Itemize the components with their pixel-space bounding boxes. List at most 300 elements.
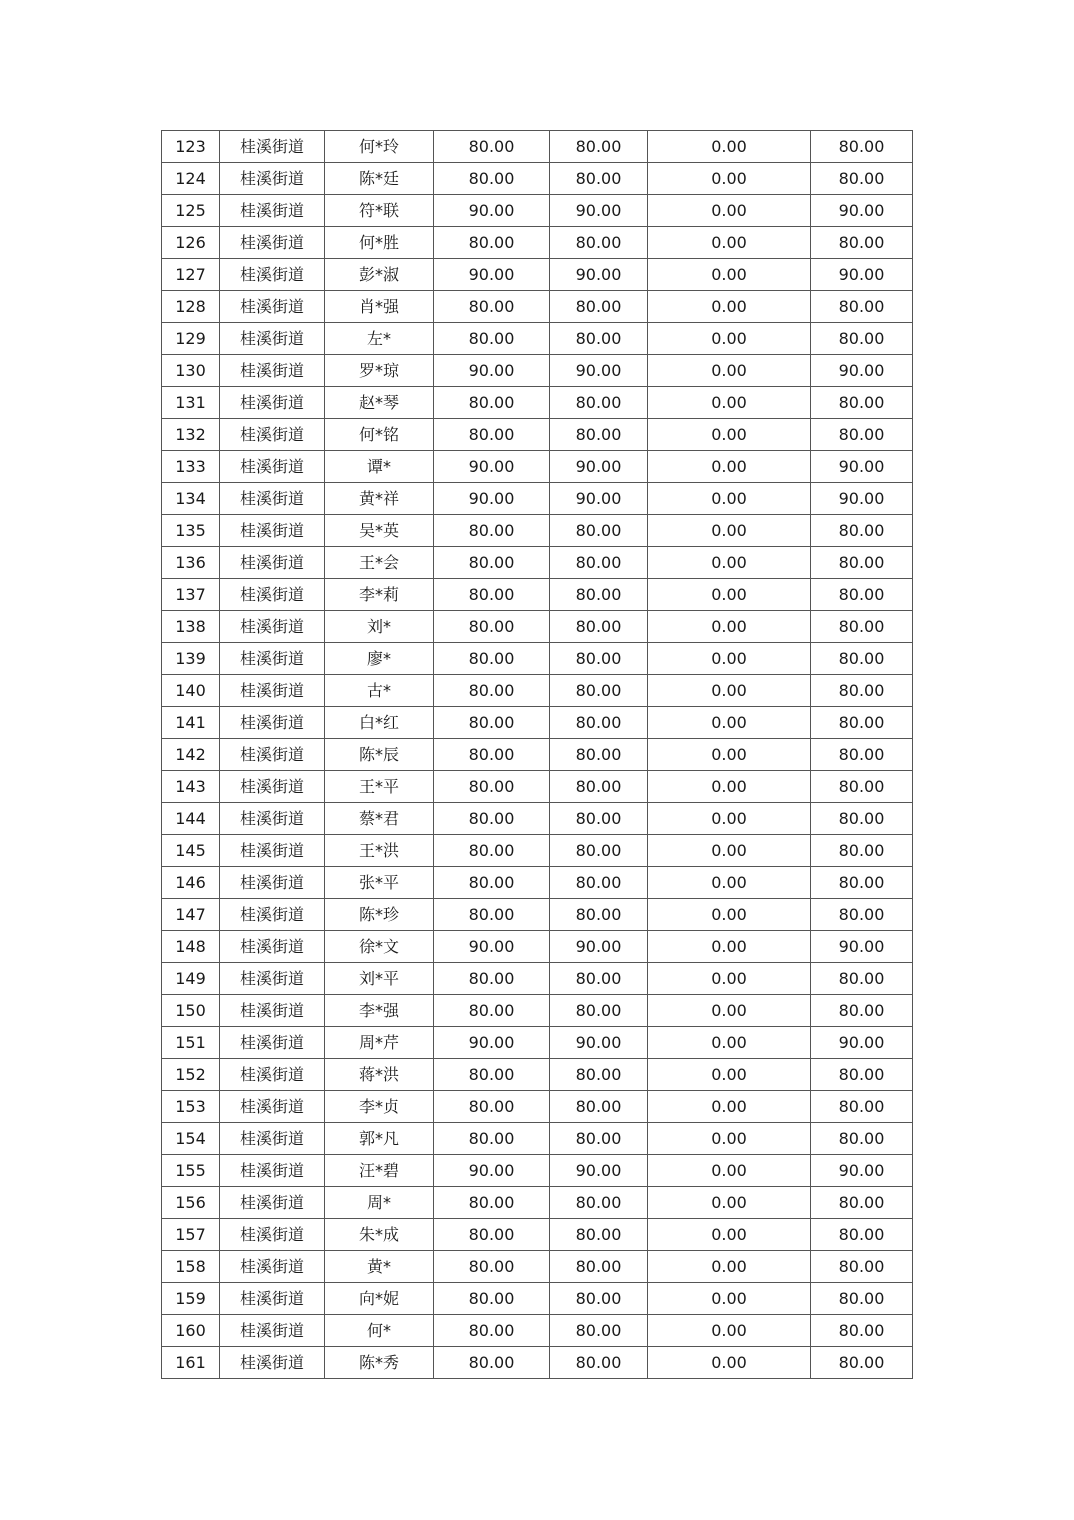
cell-number: 126 — [162, 227, 220, 259]
cell-number: 161 — [162, 1347, 220, 1379]
cell-amount-2: 80.00 — [550, 291, 648, 323]
cell-amount-2: 80.00 — [550, 1219, 648, 1251]
cell-name: 古* — [325, 675, 434, 707]
cell-street: 桂溪街道 — [220, 1059, 325, 1091]
table-row — [162, 1251, 913, 1283]
cell-amount-4: 80.00 — [811, 899, 913, 931]
cell-amount-1: 80.00 — [434, 579, 550, 611]
cell-amount-1: 90.00 — [434, 483, 550, 515]
cell-name: 刘* — [325, 611, 434, 643]
cell-amount-1: 90.00 — [434, 195, 550, 227]
cell-name: 左* — [325, 323, 434, 355]
cell-amount-1: 80.00 — [434, 1187, 550, 1219]
cell-amount-3: 0.00 — [648, 707, 811, 739]
cell-amount-4: 80.00 — [811, 771, 913, 803]
cell-number: 131 — [162, 387, 220, 419]
table-row — [162, 995, 913, 1027]
cell-street: 桂溪街道 — [220, 451, 325, 483]
cell-amount-4: 80.00 — [811, 995, 913, 1027]
cell-amount-2: 80.00 — [550, 739, 648, 771]
cell-amount-2: 80.00 — [550, 771, 648, 803]
cell-number: 127 — [162, 259, 220, 291]
cell-amount-1: 80.00 — [434, 227, 550, 259]
cell-street: 桂溪街道 — [220, 1091, 325, 1123]
cell-amount-3: 0.00 — [648, 835, 811, 867]
cell-amount-2: 80.00 — [550, 1283, 648, 1315]
cell-amount-2: 90.00 — [550, 1027, 648, 1059]
cell-number: 130 — [162, 355, 220, 387]
cell-name: 郭*凡 — [325, 1123, 434, 1155]
table-row — [162, 1347, 913, 1379]
cell-amount-1: 90.00 — [434, 259, 550, 291]
cell-amount-4: 80.00 — [811, 227, 913, 259]
cell-street: 桂溪街道 — [220, 931, 325, 963]
cell-name: 赵*琴 — [325, 387, 434, 419]
cell-amount-1: 90.00 — [434, 355, 550, 387]
cell-name: 刘*平 — [325, 963, 434, 995]
table-row — [162, 259, 913, 291]
cell-amount-3: 0.00 — [648, 1027, 811, 1059]
cell-amount-3: 0.00 — [648, 1251, 811, 1283]
cell-name: 肖*强 — [325, 291, 434, 323]
cell-amount-1: 80.00 — [434, 547, 550, 579]
cell-amount-3: 0.00 — [648, 963, 811, 995]
cell-amount-4: 90.00 — [811, 259, 913, 291]
cell-amount-3: 0.00 — [648, 611, 811, 643]
cell-amount-1: 80.00 — [434, 323, 550, 355]
cell-amount-4: 80.00 — [811, 515, 913, 547]
cell-number: 137 — [162, 579, 220, 611]
table-row — [162, 483, 913, 515]
cell-amount-2: 90.00 — [550, 355, 648, 387]
cell-street: 桂溪街道 — [220, 483, 325, 515]
cell-amount-3: 0.00 — [648, 1091, 811, 1123]
cell-amount-4: 80.00 — [811, 803, 913, 835]
cell-amount-1: 80.00 — [434, 963, 550, 995]
cell-amount-2: 80.00 — [550, 611, 648, 643]
cell-amount-2: 90.00 — [550, 931, 648, 963]
cell-amount-2: 80.00 — [550, 387, 648, 419]
cell-amount-1: 80.00 — [434, 707, 550, 739]
cell-number: 132 — [162, 419, 220, 451]
cell-amount-2: 80.00 — [550, 1123, 648, 1155]
cell-amount-3: 0.00 — [648, 483, 811, 515]
cell-amount-4: 80.00 — [811, 835, 913, 867]
cell-amount-1: 80.00 — [434, 1347, 550, 1379]
cell-number: 141 — [162, 707, 220, 739]
cell-street: 桂溪街道 — [220, 1155, 325, 1187]
cell-amount-1: 80.00 — [434, 835, 550, 867]
table-row — [162, 355, 913, 387]
cell-number: 152 — [162, 1059, 220, 1091]
cell-street: 桂溪街道 — [220, 1347, 325, 1379]
cell-street: 桂溪街道 — [220, 1187, 325, 1219]
cell-amount-3: 0.00 — [648, 131, 811, 163]
cell-amount-1: 80.00 — [434, 291, 550, 323]
cell-amount-4: 80.00 — [811, 1219, 913, 1251]
cell-name: 李*贞 — [325, 1091, 434, 1123]
table-row — [162, 451, 913, 483]
cell-street: 桂溪街道 — [220, 675, 325, 707]
cell-number: 149 — [162, 963, 220, 995]
cell-amount-1: 80.00 — [434, 1251, 550, 1283]
cell-number: 156 — [162, 1187, 220, 1219]
cell-name: 何* — [325, 1315, 434, 1347]
cell-number: 143 — [162, 771, 220, 803]
cell-name: 李*强 — [325, 995, 434, 1027]
cell-amount-2: 80.00 — [550, 1347, 648, 1379]
cell-number: 153 — [162, 1091, 220, 1123]
cell-number: 150 — [162, 995, 220, 1027]
cell-amount-2: 90.00 — [550, 483, 648, 515]
cell-amount-3: 0.00 — [648, 163, 811, 195]
cell-amount-2: 80.00 — [550, 675, 648, 707]
cell-amount-1: 80.00 — [434, 1123, 550, 1155]
cell-amount-2: 80.00 — [550, 867, 648, 899]
cell-street: 桂溪街道 — [220, 739, 325, 771]
cell-amount-4: 80.00 — [811, 1347, 913, 1379]
cell-number: 135 — [162, 515, 220, 547]
table-row — [162, 579, 913, 611]
cell-amount-4: 80.00 — [811, 675, 913, 707]
cell-amount-2: 80.00 — [550, 547, 648, 579]
cell-number: 142 — [162, 739, 220, 771]
cell-amount-4: 80.00 — [811, 1059, 913, 1091]
cell-street: 桂溪街道 — [220, 771, 325, 803]
table-row — [162, 323, 913, 355]
cell-amount-4: 80.00 — [811, 1187, 913, 1219]
cell-amount-3: 0.00 — [648, 419, 811, 451]
table-row — [162, 387, 913, 419]
cell-name: 蒋*洪 — [325, 1059, 434, 1091]
cell-amount-4: 80.00 — [811, 611, 913, 643]
cell-amount-4: 90.00 — [811, 1155, 913, 1187]
table-row — [162, 1187, 913, 1219]
table-row — [162, 835, 913, 867]
cell-name: 罗*琼 — [325, 355, 434, 387]
cell-name: 蔡*君 — [325, 803, 434, 835]
cell-amount-2: 80.00 — [550, 1251, 648, 1283]
cell-amount-3: 0.00 — [648, 291, 811, 323]
cell-amount-3: 0.00 — [648, 1155, 811, 1187]
cell-number: 138 — [162, 611, 220, 643]
cell-amount-3: 0.00 — [648, 1219, 811, 1251]
cell-amount-4: 80.00 — [811, 163, 913, 195]
cell-number: 158 — [162, 1251, 220, 1283]
cell-street: 桂溪街道 — [220, 867, 325, 899]
cell-amount-1: 80.00 — [434, 163, 550, 195]
cell-amount-3: 0.00 — [648, 739, 811, 771]
table-row — [162, 1059, 913, 1091]
cell-name: 汪*碧 — [325, 1155, 434, 1187]
cell-name: 谭* — [325, 451, 434, 483]
cell-amount-2: 80.00 — [550, 899, 648, 931]
cell-amount-3: 0.00 — [648, 515, 811, 547]
cell-amount-3: 0.00 — [648, 1187, 811, 1219]
table-row — [162, 1219, 913, 1251]
cell-amount-2: 80.00 — [550, 163, 648, 195]
table-row — [162, 515, 913, 547]
cell-amount-1: 80.00 — [434, 611, 550, 643]
cell-amount-4: 80.00 — [811, 867, 913, 899]
table-row — [162, 675, 913, 707]
cell-number: 129 — [162, 323, 220, 355]
cell-name: 陈*秀 — [325, 1347, 434, 1379]
cell-amount-2: 80.00 — [550, 1187, 648, 1219]
cell-name: 王*平 — [325, 771, 434, 803]
cell-amount-4: 80.00 — [811, 1315, 913, 1347]
cell-amount-2: 80.00 — [550, 643, 648, 675]
cell-amount-2: 80.00 — [550, 1059, 648, 1091]
cell-amount-3: 0.00 — [648, 1315, 811, 1347]
cell-street: 桂溪街道 — [220, 131, 325, 163]
cell-name: 王*洪 — [325, 835, 434, 867]
cell-amount-4: 80.00 — [811, 291, 913, 323]
cell-name: 张*平 — [325, 867, 434, 899]
cell-street: 桂溪街道 — [220, 547, 325, 579]
cell-amount-2: 80.00 — [550, 803, 648, 835]
cell-name: 朱*成 — [325, 1219, 434, 1251]
cell-amount-3: 0.00 — [648, 355, 811, 387]
cell-amount-3: 0.00 — [648, 1123, 811, 1155]
cell-amount-1: 80.00 — [434, 419, 550, 451]
cell-number: 144 — [162, 803, 220, 835]
cell-number: 124 — [162, 163, 220, 195]
cell-name: 何*玲 — [325, 131, 434, 163]
cell-street: 桂溪街道 — [220, 803, 325, 835]
cell-number: 139 — [162, 643, 220, 675]
cell-amount-1: 80.00 — [434, 899, 550, 931]
cell-name: 黄*祥 — [325, 483, 434, 515]
cell-number: 133 — [162, 451, 220, 483]
cell-amount-1: 80.00 — [434, 1091, 550, 1123]
cell-name: 吴*英 — [325, 515, 434, 547]
cell-number: 148 — [162, 931, 220, 963]
cell-amount-4: 80.00 — [811, 387, 913, 419]
table-row — [162, 131, 913, 163]
cell-street: 桂溪街道 — [220, 1315, 325, 1347]
cell-amount-2: 80.00 — [550, 1315, 648, 1347]
cell-amount-4: 80.00 — [811, 419, 913, 451]
cell-amount-4: 80.00 — [811, 1251, 913, 1283]
table-row — [162, 771, 913, 803]
cell-name: 彭*淑 — [325, 259, 434, 291]
cell-amount-3: 0.00 — [648, 675, 811, 707]
cell-amount-2: 90.00 — [550, 1155, 648, 1187]
cell-amount-2: 80.00 — [550, 227, 648, 259]
cell-amount-3: 0.00 — [648, 1059, 811, 1091]
cell-amount-3: 0.00 — [648, 867, 811, 899]
cell-street: 桂溪街道 — [220, 291, 325, 323]
cell-street: 桂溪街道 — [220, 323, 325, 355]
cell-number: 147 — [162, 899, 220, 931]
cell-street: 桂溪街道 — [220, 963, 325, 995]
cell-street: 桂溪街道 — [220, 611, 325, 643]
cell-street: 桂溪街道 — [220, 835, 325, 867]
cell-amount-3: 0.00 — [648, 195, 811, 227]
cell-number: 157 — [162, 1219, 220, 1251]
cell-amount-1: 90.00 — [434, 1027, 550, 1059]
cell-number: 145 — [162, 835, 220, 867]
cell-amount-3: 0.00 — [648, 547, 811, 579]
cell-amount-2: 80.00 — [550, 419, 648, 451]
table-row — [162, 803, 913, 835]
table-body — [162, 131, 913, 1379]
cell-amount-3: 0.00 — [648, 899, 811, 931]
cell-name: 陈*辰 — [325, 739, 434, 771]
cell-street: 桂溪街道 — [220, 195, 325, 227]
cell-name: 陈*珍 — [325, 899, 434, 931]
cell-amount-1: 80.00 — [434, 515, 550, 547]
cell-amount-1: 80.00 — [434, 739, 550, 771]
cell-amount-1: 80.00 — [434, 643, 550, 675]
table-row — [162, 419, 913, 451]
cell-number: 136 — [162, 547, 220, 579]
cell-number: 151 — [162, 1027, 220, 1059]
cell-amount-1: 80.00 — [434, 675, 550, 707]
cell-number: 159 — [162, 1283, 220, 1315]
cell-amount-3: 0.00 — [648, 323, 811, 355]
cell-amount-1: 90.00 — [434, 931, 550, 963]
cell-street: 桂溪街道 — [220, 163, 325, 195]
cell-amount-2: 90.00 — [550, 451, 648, 483]
cell-amount-3: 0.00 — [648, 995, 811, 1027]
cell-amount-3: 0.00 — [648, 451, 811, 483]
cell-street: 桂溪街道 — [220, 1251, 325, 1283]
cell-street: 桂溪街道 — [220, 1123, 325, 1155]
cell-street: 桂溪街道 — [220, 643, 325, 675]
cell-name: 周*芹 — [325, 1027, 434, 1059]
cell-amount-4: 80.00 — [811, 1123, 913, 1155]
cell-amount-1: 90.00 — [434, 1155, 550, 1187]
cell-amount-3: 0.00 — [648, 579, 811, 611]
cell-street: 桂溪街道 — [220, 387, 325, 419]
cell-number: 128 — [162, 291, 220, 323]
cell-name: 王*会 — [325, 547, 434, 579]
cell-name: 向*妮 — [325, 1283, 434, 1315]
cell-amount-1: 80.00 — [434, 1283, 550, 1315]
table-row — [162, 867, 913, 899]
cell-name: 陈*廷 — [325, 163, 434, 195]
cell-amount-1: 80.00 — [434, 131, 550, 163]
cell-amount-3: 0.00 — [648, 387, 811, 419]
cell-amount-4: 80.00 — [811, 707, 913, 739]
cell-street: 桂溪街道 — [220, 259, 325, 291]
cell-amount-2: 80.00 — [550, 515, 648, 547]
cell-amount-3: 0.00 — [648, 259, 811, 291]
cell-street: 桂溪街道 — [220, 995, 325, 1027]
cell-amount-2: 80.00 — [550, 131, 648, 163]
cell-number: 134 — [162, 483, 220, 515]
table-row — [162, 1091, 913, 1123]
cell-amount-2: 80.00 — [550, 963, 648, 995]
cell-amount-4: 90.00 — [811, 483, 913, 515]
cell-name: 廖* — [325, 643, 434, 675]
table-row — [162, 1315, 913, 1347]
table-row — [162, 707, 913, 739]
table-row — [162, 1123, 913, 1155]
cell-amount-4: 80.00 — [811, 1091, 913, 1123]
cell-amount-4: 80.00 — [811, 547, 913, 579]
cell-amount-3: 0.00 — [648, 931, 811, 963]
cell-name: 符*联 — [325, 195, 434, 227]
cell-name: 李*莉 — [325, 579, 434, 611]
cell-amount-1: 80.00 — [434, 1219, 550, 1251]
cell-number: 140 — [162, 675, 220, 707]
cell-amount-2: 80.00 — [550, 995, 648, 1027]
cell-amount-4: 80.00 — [811, 323, 913, 355]
cell-amount-1: 80.00 — [434, 1315, 550, 1347]
table-row — [162, 547, 913, 579]
cell-amount-2: 90.00 — [550, 259, 648, 291]
cell-amount-4: 90.00 — [811, 451, 913, 483]
cell-amount-4: 80.00 — [811, 963, 913, 995]
cell-amount-1: 80.00 — [434, 1059, 550, 1091]
cell-name: 何*胜 — [325, 227, 434, 259]
cell-amount-2: 80.00 — [550, 1091, 648, 1123]
cell-amount-2: 80.00 — [550, 579, 648, 611]
cell-street: 桂溪街道 — [220, 355, 325, 387]
cell-amount-2: 80.00 — [550, 707, 648, 739]
cell-number: 160 — [162, 1315, 220, 1347]
cell-amount-1: 80.00 — [434, 995, 550, 1027]
cell-amount-1: 80.00 — [434, 803, 550, 835]
cell-number: 123 — [162, 131, 220, 163]
cell-amount-4: 80.00 — [811, 1283, 913, 1315]
cell-name: 黄* — [325, 1251, 434, 1283]
table-row — [162, 163, 913, 195]
table-row — [162, 611, 913, 643]
data-table — [161, 130, 913, 1379]
cell-amount-3: 0.00 — [648, 227, 811, 259]
cell-amount-3: 0.00 — [648, 643, 811, 675]
cell-street: 桂溪街道 — [220, 515, 325, 547]
cell-amount-1: 80.00 — [434, 387, 550, 419]
table-row — [162, 899, 913, 931]
cell-amount-3: 0.00 — [648, 771, 811, 803]
cell-amount-4: 90.00 — [811, 195, 913, 227]
table-row — [162, 227, 913, 259]
cell-name: 白*红 — [325, 707, 434, 739]
cell-amount-1: 90.00 — [434, 451, 550, 483]
cell-amount-4: 80.00 — [811, 579, 913, 611]
table-row — [162, 291, 913, 323]
table-row — [162, 1283, 913, 1315]
table-row — [162, 963, 913, 995]
cell-number: 154 — [162, 1123, 220, 1155]
cell-amount-1: 80.00 — [434, 867, 550, 899]
cell-number: 155 — [162, 1155, 220, 1187]
cell-street: 桂溪街道 — [220, 1219, 325, 1251]
cell-name: 徐*文 — [325, 931, 434, 963]
cell-amount-4: 80.00 — [811, 131, 913, 163]
cell-number: 146 — [162, 867, 220, 899]
cell-amount-2: 90.00 — [550, 195, 648, 227]
table-row — [162, 643, 913, 675]
cell-amount-4: 80.00 — [811, 739, 913, 771]
cell-amount-4: 90.00 — [811, 355, 913, 387]
cell-street: 桂溪街道 — [220, 1283, 325, 1315]
cell-number: 125 — [162, 195, 220, 227]
cell-street: 桂溪街道 — [220, 899, 325, 931]
cell-amount-2: 80.00 — [550, 835, 648, 867]
cell-street: 桂溪街道 — [220, 1027, 325, 1059]
table-row — [162, 1155, 913, 1187]
table-row — [162, 739, 913, 771]
table-row — [162, 195, 913, 227]
cell-amount-1: 80.00 — [434, 771, 550, 803]
table-row — [162, 1027, 913, 1059]
